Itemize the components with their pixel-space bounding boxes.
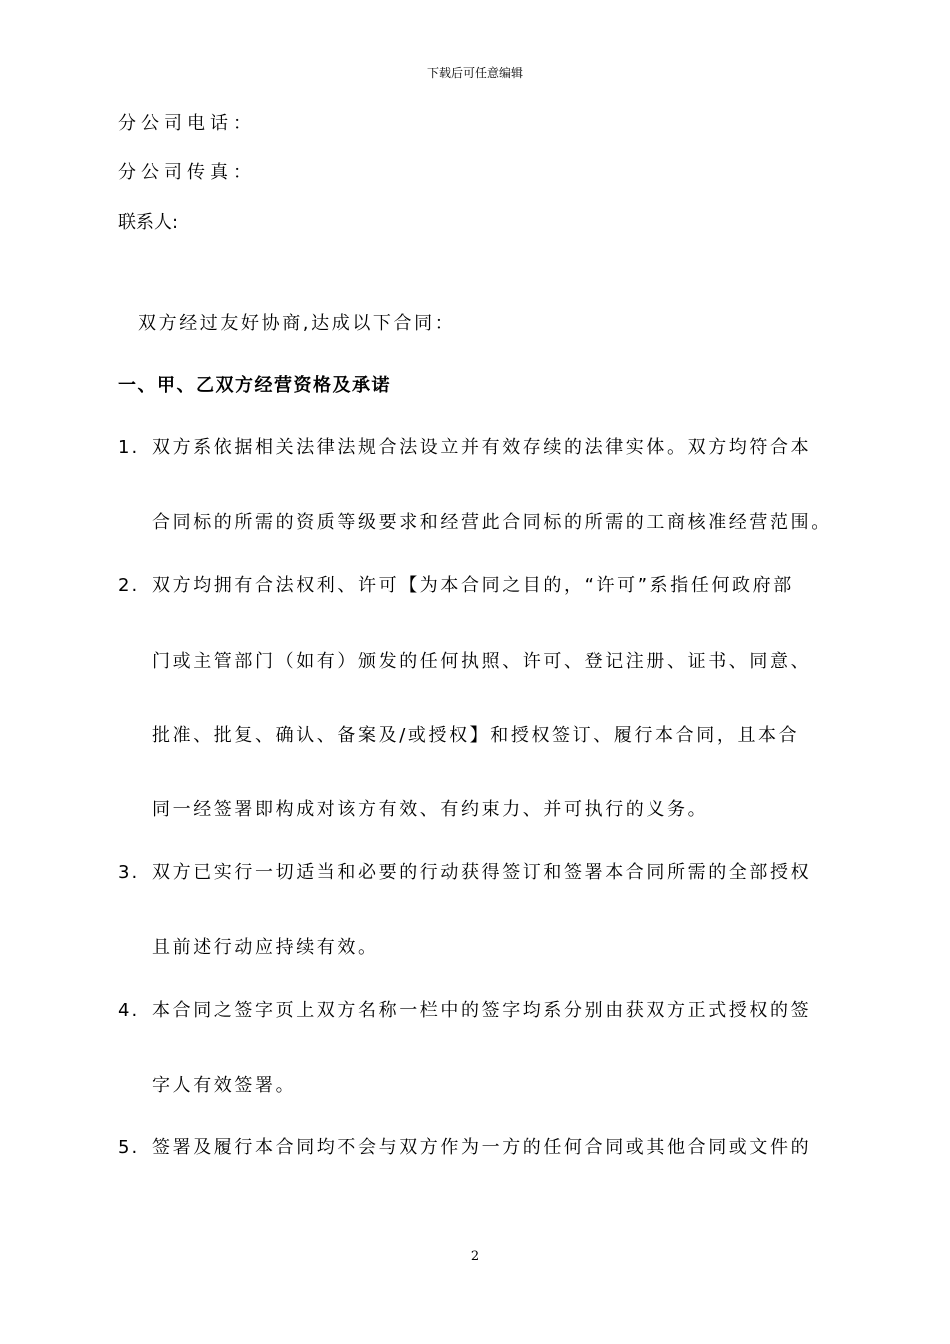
item-1-line-2: 合同标的所需的资质等级要求和经营此合同标的所需的工商核准经营范围。: [152, 512, 832, 533]
item-4-number: 4.: [118, 1000, 140, 1021]
item-4-line-1: 本合同之签字页上双方名称一栏中的签字均系分别由获双方正式授权的签: [152, 1000, 812, 1021]
page-number: 2: [470, 1249, 480, 1264]
page-header-note: 下载后可任意编辑: [426, 66, 523, 80]
contact-label: 联系人:: [118, 212, 179, 233]
item-5-number: 5.: [118, 1137, 140, 1158]
section-heading: 一、甲、乙双方经营资格及承诺: [118, 375, 391, 396]
item-5-line-1: 签署及履行本合同均不会与双方作为一方的任何合同或其他合同或文件的: [152, 1137, 812, 1158]
item-2-line-3: 批准、批复、确认、备案及/或授权】和授权签订、履行本合同，且本合: [152, 725, 800, 746]
item-4-line-2: 字人有效签署。: [152, 1075, 297, 1096]
item-2-line-1: 双方均拥有合法权利、许可【为本合同之目的，“许可”系指任何政府部: [152, 575, 794, 596]
branch-phone-label: 分公司电话：: [118, 113, 256, 134]
item-2-number: 2.: [118, 575, 140, 596]
intro-paragraph: 双方经过友好协商,达成以下合同：: [138, 313, 456, 334]
item-2-line-2: 门或主管部门（如有）颁发的任何执照、许可、登记注册、证书、同意、: [152, 651, 812, 672]
item-3-line-2: 且前述行动应持续有效。: [152, 937, 379, 958]
item-2-line-4: 同一经签署即构成对该方有效、有约束力、并可执行的义务。: [152, 799, 709, 820]
item-3-line-1: 双方已实行一切适当和必要的行动获得签订和签署本合同所需的全部授权: [152, 862, 812, 883]
item-3-number: 3.: [118, 862, 140, 883]
item-1-number: 1.: [118, 437, 140, 458]
item-1-line-1: 双方系依据相关法律法规合法设立并有效存续的法律实体。双方均符合本: [152, 437, 812, 458]
branch-fax-label: 分公司传真：: [118, 162, 256, 183]
